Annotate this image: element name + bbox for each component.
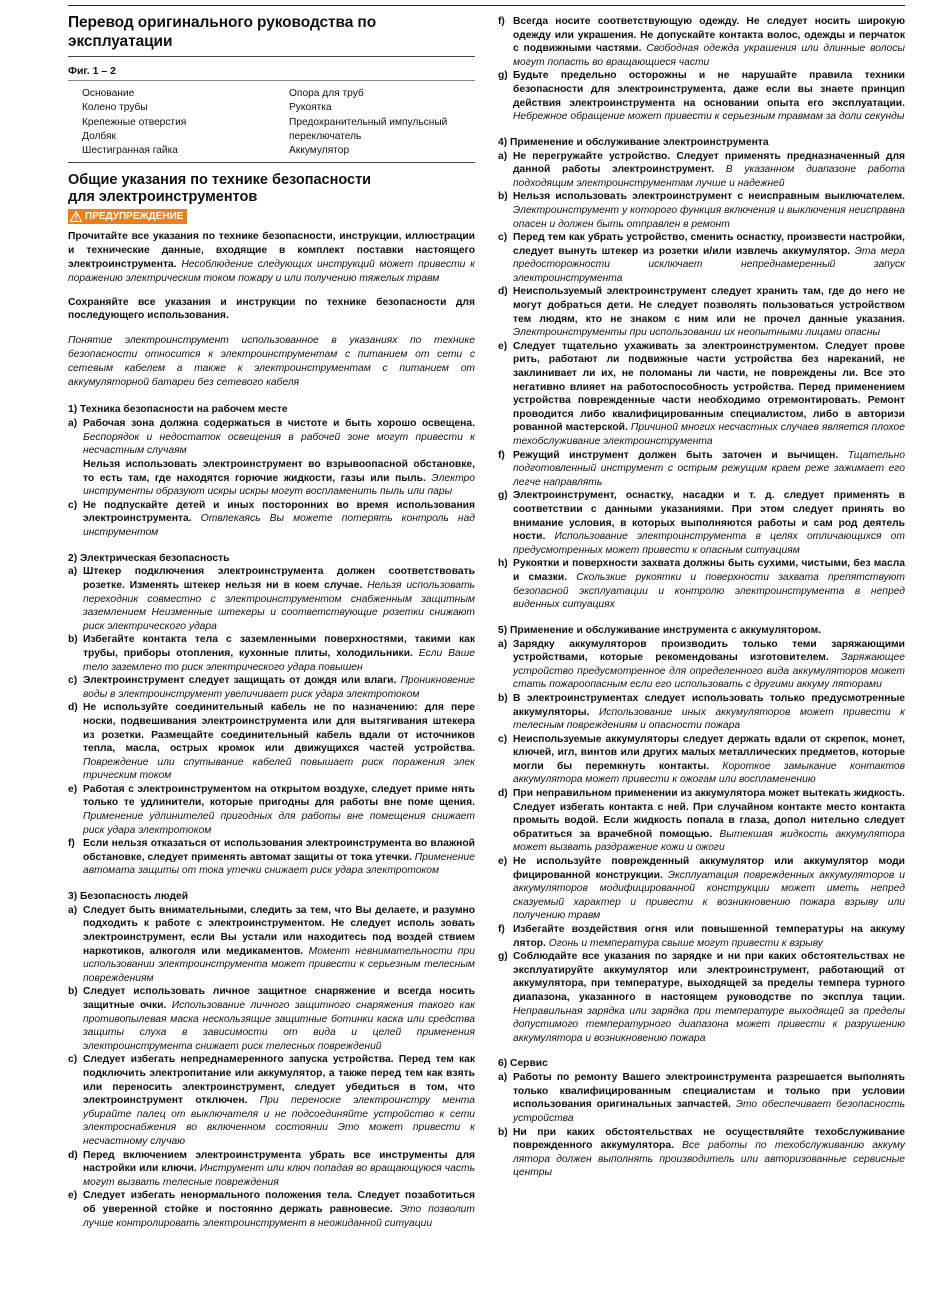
safety-item bbox=[68, 417, 475, 458]
item-letter: e) bbox=[68, 1190, 78, 1202]
item-italic-text: Огонь и температура свыше могут привести к взрыву bbox=[548, 937, 823, 949]
safety-item bbox=[498, 950, 905, 1045]
item-italic-text: Использование электроинструмента в целях отличающихся от предусмотренных может привести к опасным ситуациям bbox=[513, 531, 905, 556]
safety-item bbox=[68, 499, 475, 540]
power-tool-definition: Понятие электроинструмент использованное в указаниях по технике безопасности относится к электроинструментам с питанием от сети с сетевым кабелем а также к электроинструментам с питанием от аккумуляторной батареи без сетевого кабеля bbox=[68, 335, 475, 388]
item-italic-text: Электроинструменты при использовании их неопытными лицами опасны bbox=[513, 327, 881, 339]
intro-bold: Прочитайте все указания по технике безопасности, инструкции, иллюстрации и технические данные, входящие в комплект поставки настоящего электроинструмента. bbox=[68, 231, 475, 271]
safety-item bbox=[498, 1126, 905, 1180]
part-item: Шестигранная гайка bbox=[82, 145, 178, 157]
item-text bbox=[83, 985, 475, 1053]
item-bold-text: Соблюдайте все указания по зарядке и ни при каких обстоятельствах не эксплуатируйте аккумулятор или электроинструмент, работающий от аккумулятора, при температуре, выходящей за пределы темпера турного диапазона, указанного в настоящем руководстве по эксплуа тации. bbox=[513, 951, 905, 1003]
safety-item bbox=[498, 340, 905, 449]
item-bold-text: Следует использовать личное защитное снаряжение и всегда носить защитные очки. bbox=[83, 986, 475, 1011]
item-letter: a) bbox=[498, 638, 508, 650]
item-bold-text: Избегайте воздействия огня или повышенной температуры на аккуму лятор. bbox=[513, 924, 905, 949]
item-text bbox=[83, 701, 475, 783]
left-column bbox=[68, 0, 475, 1230]
item-italic-text: Применение автомата защиты от тока утечки снижает риск удара электротоком bbox=[83, 851, 475, 877]
parts-list-col1 bbox=[82, 87, 289, 158]
item-text bbox=[513, 855, 905, 923]
item-text bbox=[513, 231, 905, 285]
item-italic-text: Это обеспечивает безопасность устройства bbox=[513, 1099, 905, 1124]
item-text bbox=[83, 904, 475, 986]
parts-list-col2 bbox=[289, 87, 447, 158]
item-letter: a) bbox=[68, 904, 78, 916]
item-text bbox=[513, 638, 905, 692]
item-bold-text: Нельзя использовать электроинструмент с неисправным выключателем. bbox=[513, 191, 905, 203]
item-text bbox=[513, 15, 905, 69]
item-italic-text: Беспорядок и недостаток освещения в рабочей зоне могут привести к несчастным случаям bbox=[83, 431, 475, 457]
safety-item bbox=[498, 231, 905, 285]
parts-list bbox=[68, 87, 475, 158]
safety-item bbox=[68, 985, 475, 1053]
intro-italic: Несоблюдение следующих инструкций может привести к поражению электрическим током пожару и или получению тяжелых травм bbox=[68, 259, 475, 284]
item-italic-text: Неправильная зарядка или зарядка при температуре выходящей за пределы допустимого температурного диапазона может привести к разрушению аккумулятора и возникновению пожара bbox=[513, 1005, 905, 1044]
safety-item bbox=[68, 783, 475, 837]
figure-label: Фиг. 1 – 2 bbox=[68, 65, 116, 77]
item-text bbox=[83, 783, 475, 837]
item-text bbox=[513, 733, 905, 787]
item-italic-text: Это позволит лучше контролировать электроинструмент в неожиданной ситуации bbox=[83, 1203, 475, 1229]
item-bold-text: Если нельзя отказаться от использования электроинструмента во влажной обстановке, следует применять автомат защиты от тока утечки. bbox=[83, 838, 475, 863]
item-text bbox=[513, 150, 905, 191]
item-letter: c) bbox=[68, 1054, 78, 1066]
item-bold-text: Ни при каких обстоятельствах не осуществляйте техобслуживание поврежденного аккумулятора. bbox=[513, 1126, 905, 1152]
safety-item bbox=[68, 674, 475, 701]
part-item: Рукоятка bbox=[289, 102, 332, 114]
safety-item bbox=[498, 733, 905, 787]
item-italic-text: Тщательно подготовленный инструмент с острым режущим краем реже зажимает его легче направлять bbox=[513, 449, 905, 488]
safety-item bbox=[498, 69, 905, 123]
item-italic-text: Отвлекаясь Вы можете потерять контроль над инструментом bbox=[83, 513, 475, 538]
item-letter: a) bbox=[68, 418, 78, 430]
item-letter: f) bbox=[498, 16, 505, 27]
item-text bbox=[513, 923, 905, 950]
item-letter: a) bbox=[68, 566, 78, 578]
item-italic-text: Эта мера предосторожности исключает непреднамеренный запуск электроинструмента bbox=[513, 245, 905, 284]
safety-title-line2: для электроинструментов bbox=[68, 188, 258, 205]
safety-item bbox=[498, 15, 905, 69]
item-bold-text: В электроинструментах следует использовать только предусмотренные аккумуляторы. bbox=[513, 692, 905, 718]
item-italic-text: Свободная одежда украшения или длинные волосы могут попасть во вращающиеся части bbox=[513, 43, 905, 68]
item-bold-text: При неправильном применении из аккумулятора может вытекать жидкость. Следует избегать контакта с ней. При случайном контакте место контакта промыть водой. Если жидкость попала в глаза, допол нительно следует обратиться за врачебной помощью. bbox=[513, 788, 905, 840]
item-text bbox=[513, 787, 905, 855]
figure-rule bbox=[68, 80, 475, 81]
item-italic-text: Использование личного защитного снаряжения такого как противопылевая маска нескользящие защитные ботинки каска или средства защиты слуха в зависимости от вида и целей применения электроинструмента снижает риск телесных повреждений bbox=[83, 1000, 475, 1052]
item-text bbox=[83, 1053, 475, 1148]
item-italic-text: Заряжающее устройство предусмотренное для определенного вида аккумуляторов может стать пожароопасным если его использовать с другими аккуму ляторами bbox=[513, 652, 905, 691]
item-text bbox=[83, 499, 475, 540]
part-item: Крепежные отверстия bbox=[82, 116, 187, 128]
safety-item bbox=[498, 489, 905, 557]
item-letter: b) bbox=[68, 986, 78, 998]
item-text bbox=[513, 285, 905, 339]
warning-label: ПРЕДУПРЕЖДЕНИЕ bbox=[85, 211, 184, 223]
intro-paragraph bbox=[68, 230, 475, 285]
item-text bbox=[83, 417, 475, 458]
item-letter: f) bbox=[498, 924, 505, 935]
item-text bbox=[83, 674, 475, 701]
item-letter: g) bbox=[498, 70, 508, 82]
item-bold-text: Будьте предельно осторожны и не нарушайте правила техники безопасности для электроинструмента, даже если вы знаете принцип действия электроинструмента на основании опыта его эксплуатации. bbox=[513, 70, 905, 109]
item-letter: e) bbox=[498, 340, 508, 352]
item-letter: h) bbox=[498, 558, 508, 570]
safety-item bbox=[498, 449, 905, 490]
item-letter: d) bbox=[498, 788, 508, 800]
item-italic-text: Причиной многих несчастных случаев является плохое техобслуживание электроинструмента bbox=[513, 422, 905, 448]
right-column bbox=[498, 0, 905, 1180]
section-heading: 4) Применение и обслуживание электроинструмента bbox=[498, 136, 769, 148]
item-bold-text: Не подпускайте детей и иных посторонних во время использования электроинструмента. bbox=[83, 499, 475, 525]
item-text bbox=[83, 837, 475, 878]
item-bold-text: Нельзя использовать электроинструмент во взрывоопасной обстановке, то есть там, где находятся горючие жидкости, газы или пыль. bbox=[83, 459, 475, 484]
item-letter: d) bbox=[68, 1149, 78, 1161]
part-item: Основание bbox=[82, 88, 135, 99]
item-text bbox=[83, 1189, 475, 1230]
item-italic-text: Если Ваше тело заземлено то риск электрического удара повышен bbox=[83, 647, 475, 673]
part-item: Долбяк bbox=[82, 130, 116, 142]
item-italic-text: Проникновение воды в электроинструмент увеличивает риск удара электротоком bbox=[83, 675, 475, 700]
item-text bbox=[513, 557, 905, 611]
item-bold-text: Рабочая зона должна содержаться в чистоте и быть хорошо освещена. bbox=[83, 418, 475, 430]
item-italic-text: Использование иных аккумуляторов может привести к телесным повреждениям и опасности пожара bbox=[513, 706, 905, 732]
item-letter: c) bbox=[68, 675, 78, 687]
item-text bbox=[83, 633, 475, 674]
item-italic-text: Повреждение или спутывание кабелей повышает риск поражения элек трическим током bbox=[83, 756, 475, 782]
item-bold-text: Рукоятки и поверхности захвата должны быть сухими, чистыми, без масла и смазки. bbox=[513, 558, 905, 583]
item-italic-text: Применение удлинителей пригодных для работы вне помещения снижает риск удара электротоком bbox=[83, 811, 475, 836]
item-italic-text: Электро инструменты образуют искры искры могут воспламенить пыль или пары bbox=[83, 472, 475, 498]
section-heading: 3) Безопасность людей bbox=[68, 891, 189, 903]
personal-safety-continued bbox=[498, 15, 905, 124]
item-bold-text: Следует быть внимательными, следить за тем, что Вы делаете, и разумно подходить к работе с электроинструментом. Не следует исполь зовать электроинструмент, если Вы устали или находитесь под воздей ствием наркотиков, алкоголя или медикаментов. bbox=[83, 904, 475, 957]
item-bold-text: Следует избегать ненормального положения тела. Следует позаботиться об уверенной стойке и постоянно держать равновесие. bbox=[83, 1190, 475, 1215]
item-italic-text: В указанном диапазоне работа подходящим электроинструментам лучше и надежней bbox=[513, 164, 905, 189]
safety-item bbox=[68, 837, 475, 878]
item-italic-text: Все работы по техобслуживанию аккуму лятора должен выполнять производитель или авторизованные сервисные центры bbox=[513, 1140, 905, 1179]
item-letter: g) bbox=[498, 951, 508, 963]
left-sections bbox=[68, 403, 475, 1230]
safety-item bbox=[68, 1189, 475, 1230]
item-letter: b) bbox=[498, 1126, 508, 1138]
part-item: Предохранительный импульсный bbox=[289, 116, 448, 128]
item-bold-text: Режущий инструмент должен быть заточен и вычищен. bbox=[513, 449, 839, 461]
item-italic-text: Эксплуатация поврежденных аккумуляторов и аккумуляторов модифицированной конструкции может иметь непред сказуемый характер и привести к возникновению пожара взрыву или получению травм bbox=[513, 869, 905, 922]
safety-item bbox=[498, 190, 905, 231]
item-italic-text: При переноске электроинстру мента убирайте палец от выключателя и не подсоединяйте устройство к сети электроснабжения во включенном состоянии Это может привести к несчастному случаю bbox=[83, 1095, 475, 1147]
safety-item bbox=[68, 633, 475, 674]
safety-item bbox=[498, 285, 905, 339]
item-letter: b) bbox=[68, 634, 78, 646]
section-heading: 1) Техника безопасности на рабочем месте bbox=[68, 404, 288, 416]
safety-item bbox=[68, 1149, 475, 1190]
safety-item bbox=[68, 458, 475, 499]
item-bold-text: Перед тем как убрать устройство, сменить оснастку, произвести настройки, следует вынуть штекер из розетки и/или извлечь аккумулятор. bbox=[513, 232, 905, 257]
item-text bbox=[83, 1149, 475, 1190]
item-letter: f) bbox=[68, 838, 75, 850]
item-letter: f) bbox=[498, 449, 505, 461]
item-bold-text: Следует избегать непреднамеренного запуска устройства. Перед тем как подключить электропитание или аккумулятор, а также перед тем как взять или переносить электроинструмент, следует убедиться в том, что электроинструмент отключен. bbox=[83, 1054, 475, 1107]
item-bold-text: Работы по ремонту Вашего электроинструмента разрешается выполнять только квалифицированным специалистам и только при условии использования оригинальных запчастей. bbox=[513, 1072, 905, 1111]
item-text bbox=[513, 950, 905, 1045]
part-item: Колено трубы bbox=[82, 102, 148, 114]
safety-item bbox=[68, 565, 475, 633]
item-bold-text: Неиспользуемый электроинструмент следует хранить там, где до него не могут добраться дети. Не следует позволять пользоваться устройством тем людям, кто не знаком с ним или не прочел данные указания. bbox=[513, 286, 905, 325]
item-letter: e) bbox=[68, 783, 78, 795]
item-bold-text: Не используйте поврежденный аккумулятор или аккумулятор моди фицированной конструкции. bbox=[513, 856, 905, 881]
warning-triangle-icon bbox=[70, 211, 82, 222]
section-heading: 5) Применение и обслуживание инструмента с аккумулятором. bbox=[498, 624, 822, 636]
item-bold-text: Электроинструмент следует защищать от дождя или влаги. bbox=[83, 675, 397, 687]
right-sections bbox=[498, 136, 905, 1180]
item-bold-text: Неиспользуемые аккумуляторы следует держать вдали от скрепок, монет, ключей, игл, винтов или других малых металлических предметов, которые могли бы перемкнуть контакты. bbox=[513, 733, 905, 772]
part-item: переключатель bbox=[289, 130, 362, 142]
item-letter: a) bbox=[498, 1072, 508, 1084]
section-heading: 2) Электрическая безопасность bbox=[68, 552, 230, 564]
safety-item bbox=[498, 557, 905, 611]
safety-item bbox=[68, 1053, 475, 1148]
item-text bbox=[83, 459, 475, 497]
item-italic-text: Момент невнимательности при использовании электроинструмента может привести к серьезным телесным повреждениям bbox=[83, 945, 475, 984]
document-title: Перевод оригинального руководства по эксплуатации bbox=[68, 14, 377, 50]
item-italic-text: Короткое замыкание контактов аккумулятора может привести к ожогам или воспламенению bbox=[513, 760, 905, 786]
item-letter: a) bbox=[498, 150, 508, 162]
item-italic-text: Небрежное обращение может привести к серьезным травмам за доли секунды bbox=[513, 111, 905, 123]
item-bold-text: Перед включением электроинструмента убрать все инструменты для настройки или ключи. bbox=[83, 1149, 475, 1175]
item-bold-text: Не используйте соединительный кабель не по назначению: для пере носки, подвешивания электроинструмента или для вытягивания штекера из розетки. Размещайте соединительный кабель вдали от источников тепла, масла, острых кромок или движущихся частей устройства. bbox=[83, 702, 475, 755]
safety-title bbox=[68, 172, 475, 205]
warning-badge bbox=[68, 209, 187, 224]
title-rule bbox=[68, 56, 475, 57]
item-text bbox=[513, 692, 905, 733]
item-text bbox=[513, 489, 905, 557]
item-bold-text: Зарядку аккумуляторов производить только теми заряжающими устройствами, которые рекомендованы изготовителем. bbox=[513, 638, 905, 664]
safety-item bbox=[68, 904, 475, 986]
parts-rule bbox=[68, 162, 475, 163]
keep-instructions: Сохраняйте все указания и инструкции по технике безопасности для последующего использования. bbox=[68, 296, 475, 322]
item-letter: d) bbox=[68, 702, 78, 714]
safety-item bbox=[498, 692, 905, 733]
safety-title-line1: Общие указания по технике безопасности bbox=[68, 172, 372, 189]
item-letter: c) bbox=[68, 499, 78, 511]
item-bold-text: Всегда носите соответствующую одежду. Не следует носить широкую одежду или украшения. Не допускайте контакта волос, одежды и перчаток с подвижными частями. bbox=[513, 16, 905, 55]
safety-item bbox=[498, 855, 905, 923]
item-letter: g) bbox=[498, 490, 508, 502]
item-italic-text: Вытекшая жидкость аккумулятора может вызвать раздражение кожи и ожоги bbox=[513, 828, 905, 854]
item-bold-text: Штекер подключения электроинструмента должен соответствовать розетке. Изменять штекер нельзя ни в коем случае. bbox=[83, 566, 475, 591]
safety-item bbox=[498, 923, 905, 950]
item-italic-text: Инструмент или ключ попадая во вращающуюся часть могут вызвать телесные повреждения bbox=[83, 1163, 475, 1188]
item-text bbox=[513, 190, 905, 231]
section-heading: 6) Сервис bbox=[498, 1058, 548, 1070]
part-item: Опора для труб bbox=[289, 88, 364, 99]
item-text bbox=[513, 69, 905, 123]
part-item: Аккумулятор bbox=[289, 145, 350, 157]
item-text bbox=[513, 449, 905, 490]
item-letter: b) bbox=[498, 692, 508, 704]
item-letter: b) bbox=[498, 191, 508, 203]
item-bold-text: Работая с электроинструментом на открытом воздухе, следует приме нять только те удлинители, которые пригодны для работы вне поме щения. bbox=[83, 783, 475, 809]
item-italic-text: Электроинструмент у которого функция включения и выключения неисправна опасен и должен быть отправлен в ремонт bbox=[513, 204, 905, 230]
item-letter: c) bbox=[498, 733, 508, 745]
item-italic-text: Скользкие рукоятки и поверхности захвата препятствуют безопасной эксплуатации и контролю электроинструмента в непред виденных ситуациях bbox=[513, 571, 905, 611]
item-bold-text: Следует тщательно ухаживать за электроинструментом. Следует прове рить, работают ли подвижные части устройства без нареканий, не заклинивает ли их, не поломаны ли части, не повреждены ли. Все это негативно влияет на работоспособность устройства. Перед применением устройства поврежденные части необходимо отремонтировать. Ремонт проводится либо квалифицированным специалистом, либо в авторизи рованной мастерской. bbox=[513, 340, 905, 434]
safety-item bbox=[498, 638, 905, 692]
item-text bbox=[513, 1071, 905, 1125]
safety-item bbox=[498, 150, 905, 191]
item-text bbox=[513, 340, 905, 449]
item-letter: d) bbox=[498, 286, 508, 298]
item-text bbox=[83, 565, 475, 633]
item-text bbox=[513, 1126, 905, 1180]
item-bold-text: Электроинструмент, оснастку, насадки и т. д. следует применять в соответствии с данными указаниями. При этом следует принять во внимание условия, в которых выполняются работы и сам род деятель ности. bbox=[513, 490, 905, 543]
safety-item bbox=[498, 1071, 905, 1125]
item-bold-text: Не перегружайте устройство. Следует применять предназначенный для данной работы электроинструмент. bbox=[513, 150, 905, 176]
item-italic-text: Нельзя использовать переходник совместно с электроинструментом снабженным защитным заземлением Неизменные штекеры и соответствующие розетки снижают риск электрического удара bbox=[83, 579, 475, 632]
item-letter: e) bbox=[498, 856, 508, 868]
item-letter: c) bbox=[498, 232, 508, 244]
safety-item bbox=[68, 701, 475, 783]
safety-item bbox=[498, 787, 905, 855]
item-bold-text: Избегайте контакта тела с заземленными поверхностями, такими как трубы, приборы отопления, кухонные плиты, холодильники. bbox=[83, 634, 475, 659]
